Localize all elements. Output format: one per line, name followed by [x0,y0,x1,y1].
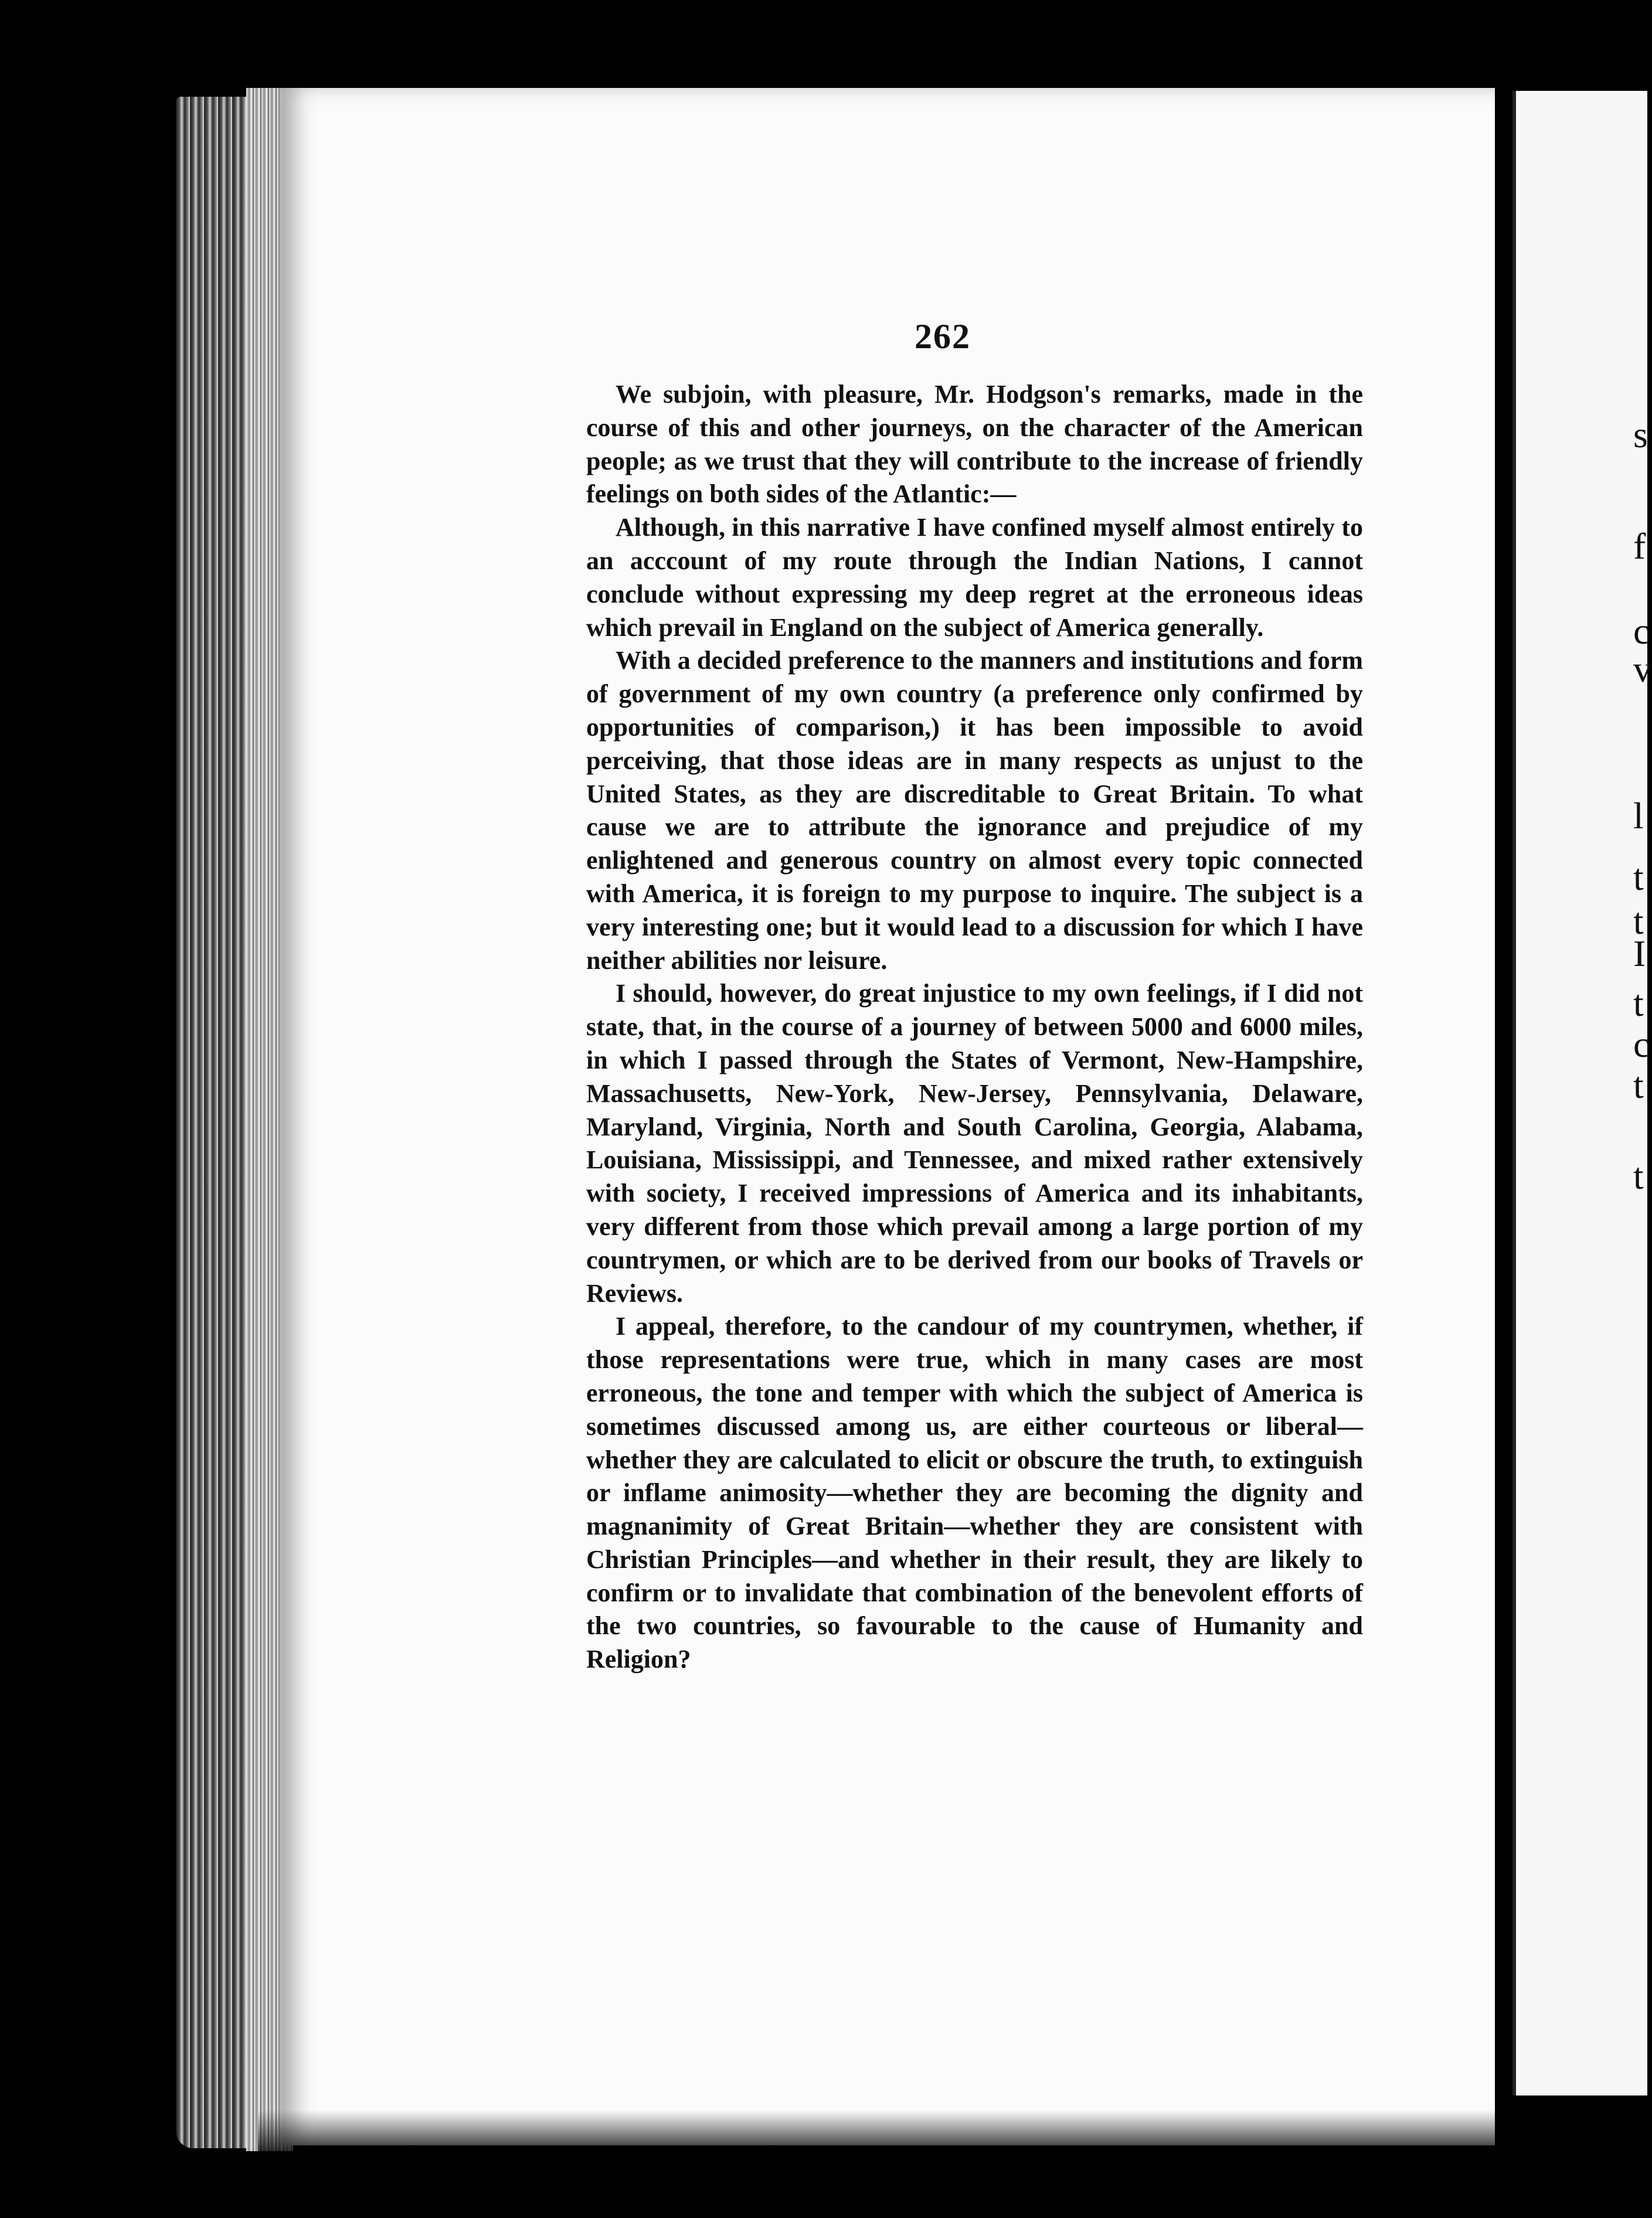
next-page-glyph: t [1633,1155,1644,1197]
next-page-glyph: c [1633,1023,1650,1065]
body-text [586,378,1363,1676]
next-page-glyph: t [1633,1064,1644,1106]
next-page-glyph: s [1633,414,1648,455]
next-page-glyph: c [1633,610,1650,652]
paragraph-intro: We subjoin, with pleasure, Mr. Hodgson's remarks, made in the course of this and other journeys, on the character of the American people; as we trust that they will contribute to the increase of friendly feelings on both sides of the Atlantic:— [586,380,1363,509]
paragraph: With a decided preference to the manners and institutions and form of government of my own country (a preference only confirmed by opportunities of comparison,) it has been impossible to avoid perceiving, that those ideas are in many respects as unjust to the United States, as they are discreditable to Great Britain. To what cause we are to attribute the ignorance and prejudice of my enlightened and generous country on almost every topic connected with America, it is foreign to my purpose to inquire. The subject is a very interesting one; but it would lead to a discussion for which I have neither abilities nor leisure. [586,646,1363,975]
page-bottom-shadow [258,2110,1495,2163]
next-page-glyph: I [1633,933,1646,974]
next-page-glyph: t [1633,982,1644,1024]
next-page-glyph: t [1633,900,1644,942]
page-number: 262 [915,317,971,356]
next-page-glyph: f [1633,525,1646,567]
next-page-glyph: v [1633,648,1652,690]
paragraph: I appeal, therefore, to the candour of my countrymen, whether, if those representations were true, which in many cases are most erroneous, the tone and temper with which the subject of America is sometimes discussed among us, are either courteous or liberal—whether they are calculated to elicit or obscure the truth, to extinguish or inflame animosity—whether they are becoming the dignity and magnanimity of Great Britain—whether they are consistent with Christian Principles—and whether in their result, they are likely to confirm or to invalidate that combination of the benevolent efforts of the two countries, so favourable to the cause of Humanity and Religion? [586,1312,1363,1674]
next-page-glyph: l [1633,795,1644,836]
next-page-sliver [1512,91,1652,2095]
paragraph: I should, however, do great injustice to my own feelings, if I did not state, that, in the course of a journey of between 5000 and 6000 miles, in which I passed through the States of Vermont, New-Hampshire, Massachusetts, New-York, New-Jersey, Pennsylvania, Delaware, Maryland, Virginia, North and South Carolina, Georgia, Alabama, Louisiana, Mississippi, and Tennessee, and mixed rather extensively with society, I received impressions of America and its inhabitants, very different from those which prevail among a large portion of my countrymen, or which are to be derived from our books of Travels or Reviews. [586,979,1363,1308]
next-page-glyph: t [1633,856,1644,898]
paragraph: Although, in this narrative I have confined myself almost entirely to an acccount of my route through the Indian Nations, I cannot conclude without expressing my deep regret at the erroneous ideas which prevail in England on the subject of America generally. [586,513,1363,642]
